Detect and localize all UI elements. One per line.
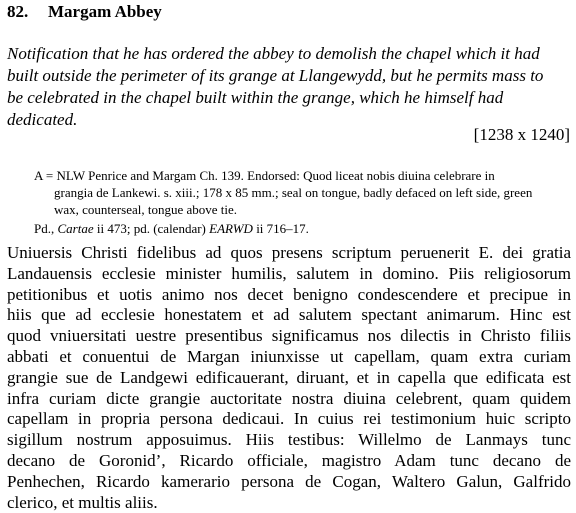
charter-line: capellam in propria persona dedicaui. In cuius rei testimonium huic scripto <box>7 409 571 429</box>
manuscript-description <box>34 167 570 218</box>
charter-line: quod vniuersitati uestre presentibus significamus nos dilectis in Christo filiis <box>7 326 571 346</box>
charter-line: decano de Goronid’, Ricardo officiale, magistro Adam tunc decano de <box>7 450 571 470</box>
summary-line: dedicated. <box>7 110 78 129</box>
printed-middle: ii 473; pd. (calendar) <box>93 221 210 236</box>
document-date: [1238 x 1240] <box>473 125 570 144</box>
charter-line: sigillum nostrum apposuimus. Hiis testibus: Willelmo de Lanmays tunc <box>7 430 571 450</box>
charter-line: Uniuersis Christi fidelibus ad quos presens scriptum peruenerit E. dei gratia <box>7 243 571 262</box>
charter-line: infra curiam dicte grangie auctoritate nostra diuina celebrent, quam quidem <box>7 388 571 408</box>
charter-line: hiis que ad ecclesie honestatem et ad salutem spectant animarum. Hinc est <box>7 305 571 325</box>
manuscript-line: A = NLW Penrice and Margam Ch. 139. Endorsed: Quod liceat nobis diuina celebrare in <box>34 168 495 183</box>
document-heading <box>7 1 162 23</box>
printed-editions <box>34 220 309 237</box>
printed-earwd: EARWD <box>209 221 253 236</box>
charter-line: grangie sue de Landgewi edificauerant, diruant, et in capella que edificata est <box>7 367 571 387</box>
charter-line: petitionibus et uotis animo nos decet benigno condescendere et precipue in <box>7 284 571 304</box>
charter-line: abbati et conuentui de Margan iniunxisse ut capellam, quam extra curiam <box>7 346 571 366</box>
charter-line: Landauensis ecclesie minister humilis, salutem in domino. Piis religiosorum <box>7 263 571 283</box>
summary-line: be celebrated in the chapel built within the grange, which he himself had <box>7 88 504 107</box>
document-number: 82. <box>7 2 29 21</box>
printed-cartae: Cartae <box>57 221 94 236</box>
charter-line: Penhechen, Ricardo kamerario persona de Cogan, Waltero Galun, Galfrido <box>7 471 571 491</box>
printed-prefix: Pd., <box>34 221 58 236</box>
summary-line: Notification that he has ordered the abbey to demolish the chapel which it had <box>7 44 540 63</box>
charter-line: clerico, et multis aliis. <box>7 492 158 512</box>
manuscript-line: wax, counterseal, tongue above tie. <box>54 202 238 217</box>
manuscript-line: grangia de Lankewi. s. xiii.; 178 x 85 mm.; seal on tongue, badly defaced on left side, green <box>54 185 533 200</box>
printed-suffix: ii 716–17. <box>252 221 309 236</box>
document-summary <box>7 43 571 131</box>
charter-text <box>7 243 571 513</box>
summary-line: built outside the perimeter of its grange at Llangewydd, but he permits mass to <box>7 66 544 85</box>
document-title: Margam Abbey <box>48 2 162 21</box>
